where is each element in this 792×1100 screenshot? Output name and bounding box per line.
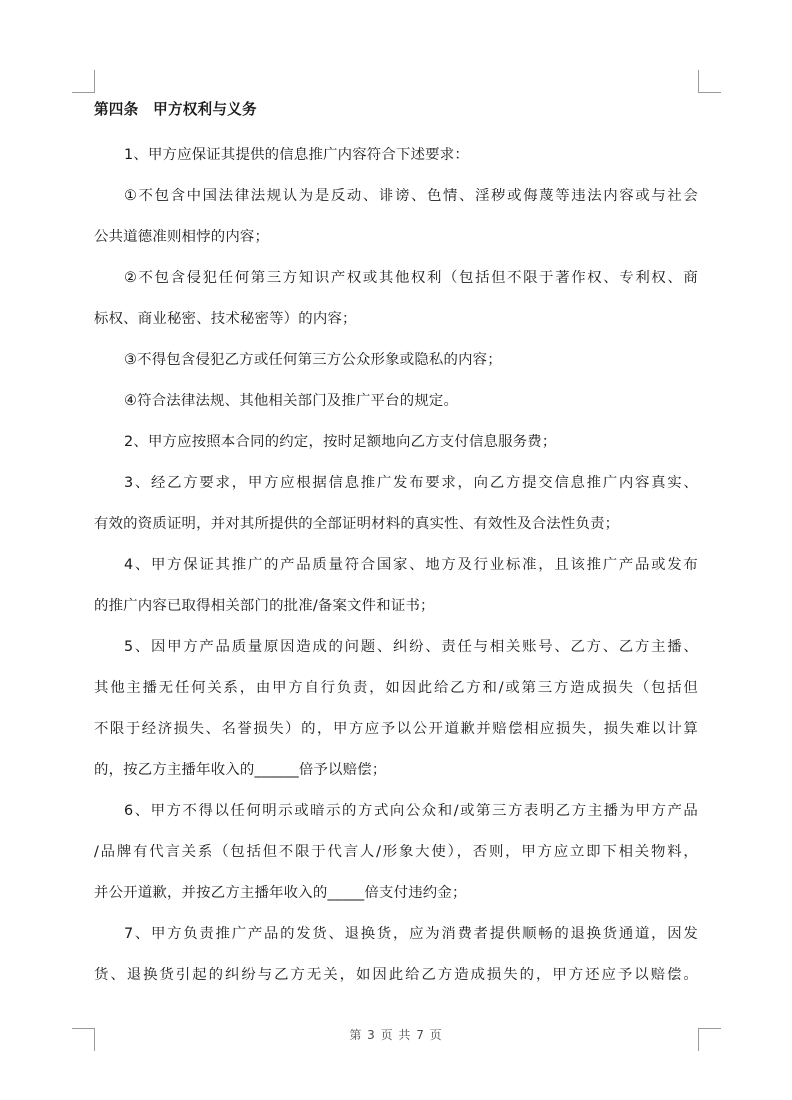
paragraph-line: ②不包含侵犯任何第三方知识产权或其他权利（包括但不限于著作权、专利权、商 bbox=[124, 270, 698, 286]
paragraph-line: 其他主播无任何关系，由甲方自行负责，如因此给乙方和/或第三方造成损失（包括但 bbox=[94, 680, 698, 696]
paragraph-line: 4、甲方保证其推广的产品质量符合国家、地方及行业标准，且该推广产品或发布 bbox=[124, 557, 698, 573]
paragraph-line: 2、甲方应按照本合同的约定，按时足额地向乙方支付信息服务费； bbox=[124, 434, 557, 450]
section-heading: 第四条 甲方权利与义务 bbox=[94, 101, 257, 118]
paragraph-line: 有效的资质证明，并对其所提供的全部证明材料的真实性、有效性及合法性负责； bbox=[94, 516, 620, 532]
paragraph-line: 公共道德准则相悖的内容； bbox=[94, 229, 270, 245]
page-number-footer: 第 3 页 共 7 页 bbox=[349, 1028, 443, 1042]
page-corner-mark-top-left bbox=[72, 70, 95, 93]
paragraph-line: 1、甲方应保证其提供的信息推广内容符合下述要求： bbox=[124, 147, 469, 163]
paragraph-line: 3、经乙方要求，甲方应根据信息推广发布要求，向乙方提交信息推广内容真实、 bbox=[124, 475, 698, 491]
paragraph-line: 的，按乙方主播年收入的______倍予以赔偿； bbox=[94, 762, 387, 778]
paragraph-line: ③不得包含侵犯乙方或任何第三方公众形象或隐私的内容； bbox=[124, 352, 502, 368]
paragraph-line: ①不包含中国法律法规认为是反动、诽谤、色情、淫秽或侮蔑等违法内容或与社会 bbox=[124, 188, 698, 204]
paragraph-line: 货、退换货引起的纠纷与乙方无关，如因此给乙方造成损失的，甲方还应予以赔偿。 bbox=[94, 967, 698, 983]
paragraph-line: 标权、商业秘密、技术秘密等）的内容； bbox=[94, 311, 357, 327]
paragraph-line: ④符合法律法规、其他相关部门及推广平台的规定。 bbox=[124, 393, 459, 409]
paragraph-line: 5、因甲方产品质量原因造成的问题、纠纷、责任与相关账号、乙方、乙方主播、 bbox=[124, 639, 698, 655]
paragraph-line: 的推广内容已取得相关部门的批准/备案文件和证书； bbox=[94, 598, 435, 614]
page-corner-mark-top-right bbox=[698, 70, 721, 93]
paragraph-line: 不限于经济损失、名誉损失）的，甲方应予以公开道歉并赔偿相应损失，损失难以计算 bbox=[94, 721, 698, 737]
paragraph-line: /品牌有代言关系（包括但不限于代言人/形象大使），否则，甲方应立即下相关物料， bbox=[94, 844, 698, 860]
paragraph-line: 7、甲方负责推广产品的发货、退换货，应为消费者提供顺畅的退换货通道，因发 bbox=[124, 926, 698, 942]
paragraph-line: 并公开道歉，并按乙方主播年收入的_____倍支付违约金； bbox=[94, 885, 467, 901]
paragraph-line: 6、甲方不得以任何明示或暗示的方式向公众和/或第三方表明乙方主播为甲方产品 bbox=[124, 803, 698, 819]
